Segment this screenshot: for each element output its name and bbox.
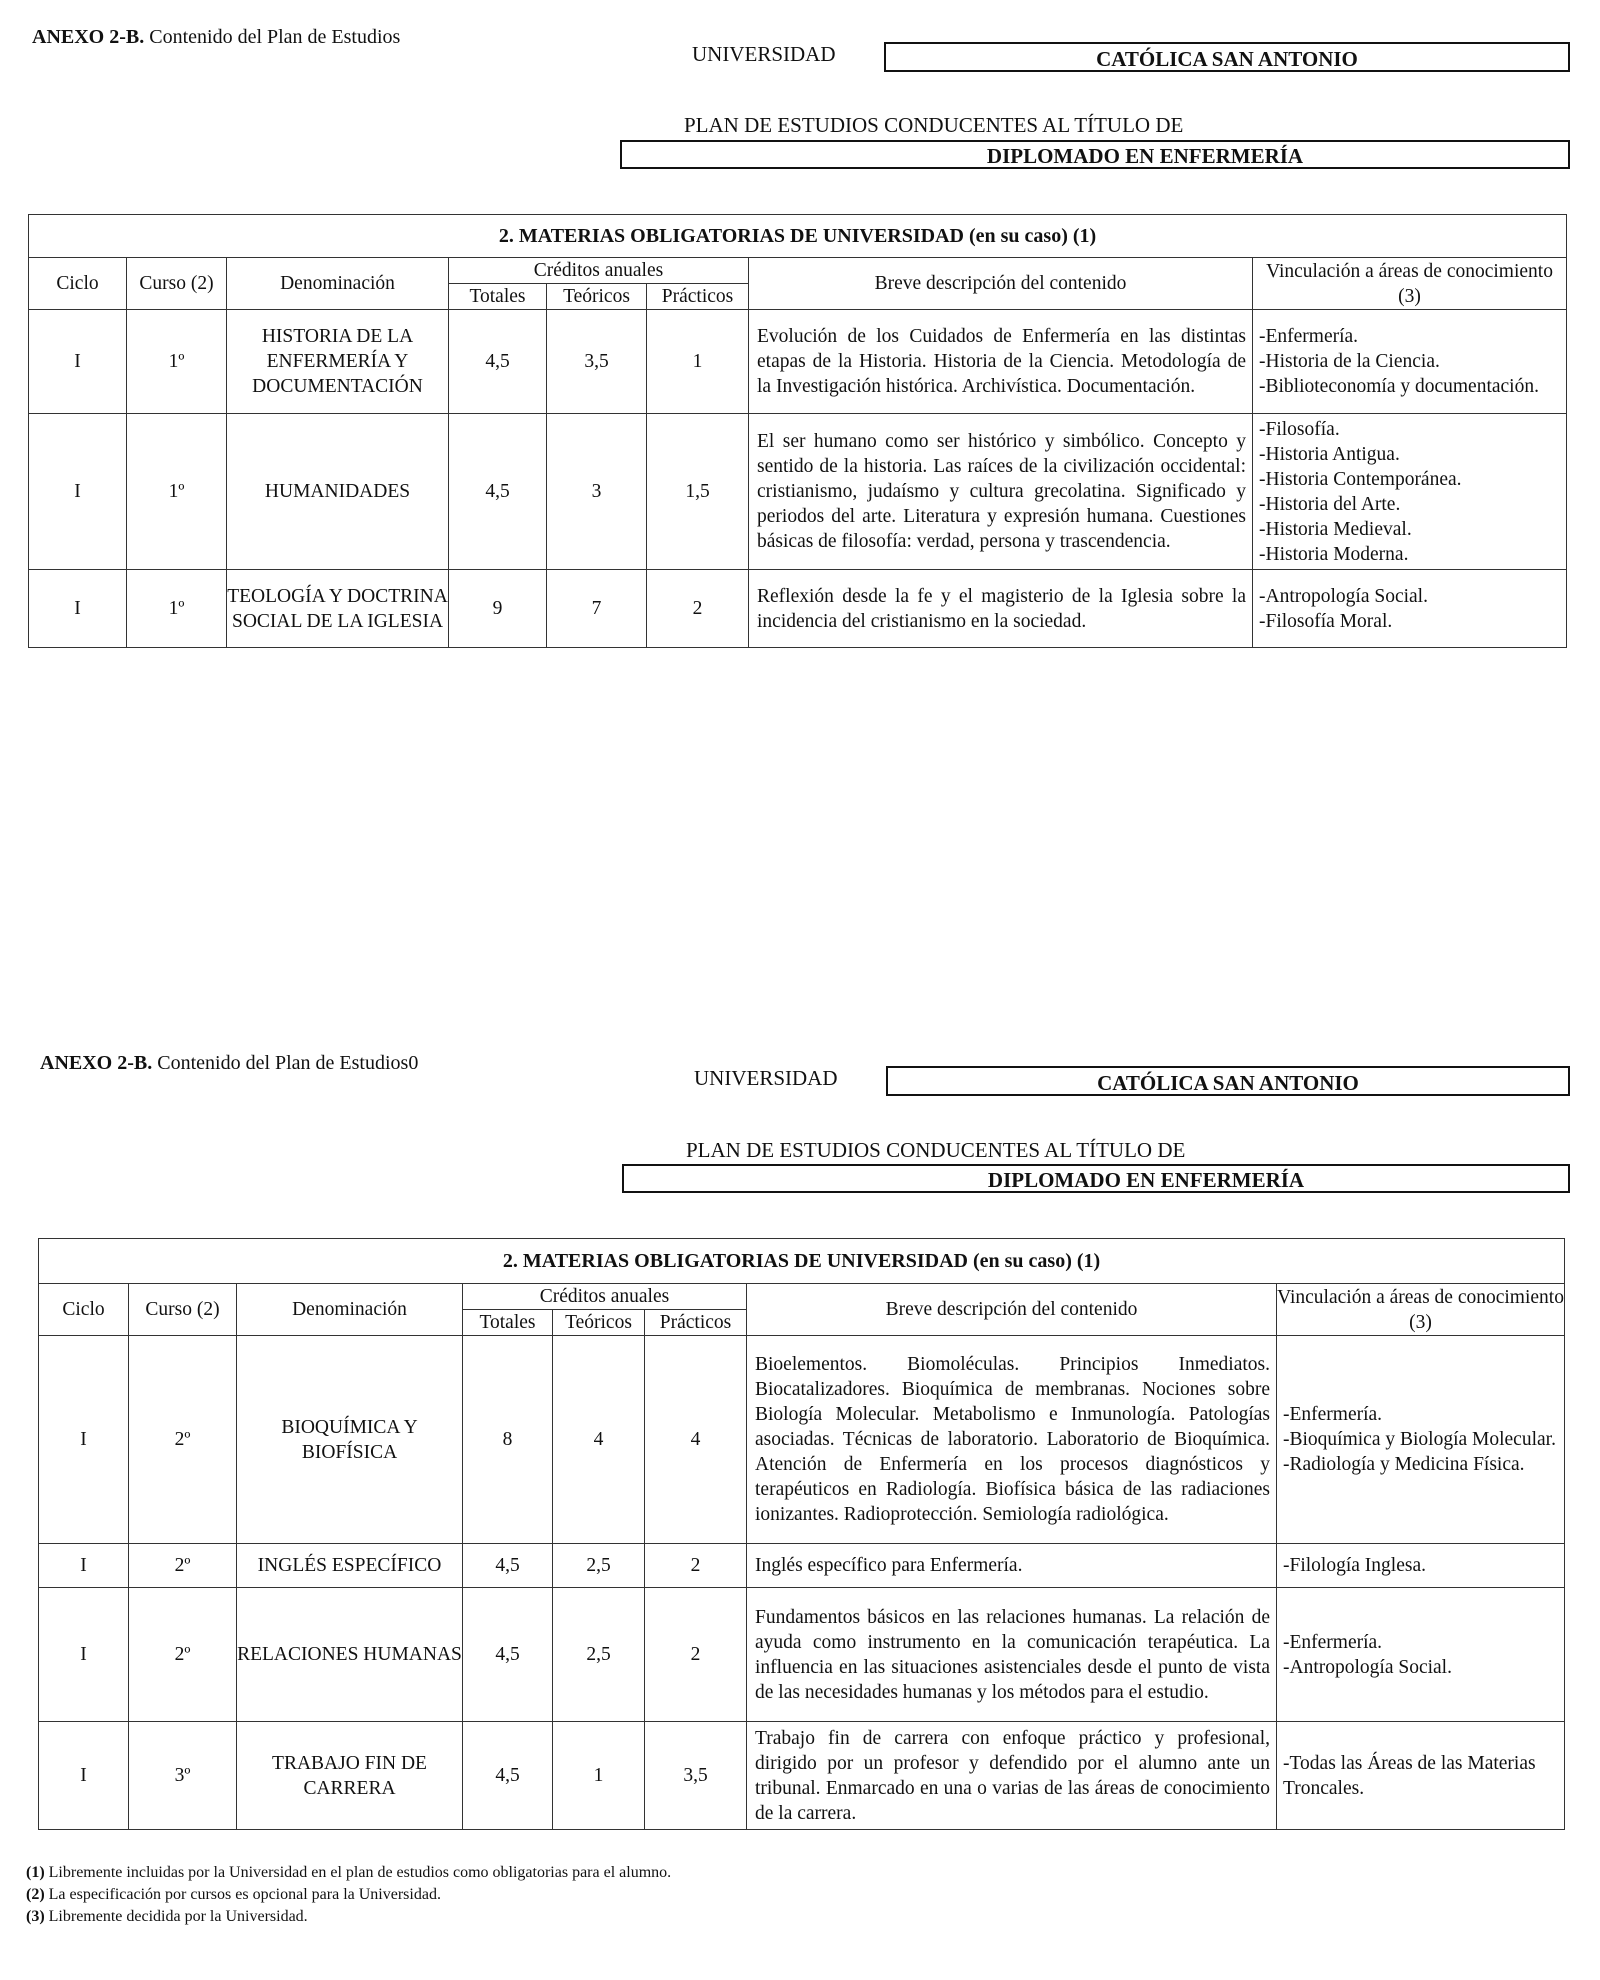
cell-denominacion: RELACIONES HUMANAS <box>237 1588 463 1722</box>
degree-box: DIPLOMADO EN ENFERMERÍA <box>620 140 1570 169</box>
university-name-box: CATÓLICA SAN ANTONIO <box>884 42 1570 72</box>
cell-ciclo: I <box>39 1722 129 1830</box>
cell-curso: 1º <box>127 414 227 570</box>
cell-descripcion: Trabajo fin de carrera con enfoque práctico y profesional, dirigido por un profesor y defendido por el alumno ante un tribunal. Enmarcado en una o varias de las áreas de conocimiento de la carrera. <box>747 1722 1277 1830</box>
cell-practicos: 2 <box>645 1544 747 1588</box>
cell-practicos: 2 <box>645 1588 747 1722</box>
cell-curso: 2º <box>129 1544 237 1588</box>
area-item: -Filosofía. <box>1259 418 1340 440</box>
cell-totales: 4,5 <box>463 1544 553 1588</box>
cell-practicos: 3,5 <box>645 1722 747 1830</box>
table-row <box>29 414 1567 570</box>
table-row <box>39 1588 1565 1722</box>
cell-descripcion: Bioelementos. Biomoléculas. Principios Inmediatos. Biocatalizadores. Bioquímica de membranas. Nociones sobre Biología Molecular. Metabolismo e Inmunología. Patologías asociadas. Técnicas de laboratorio. Laboratorio de Bioquímica. Atención de Enfermería en los procesos diagnósticos y terapéuticos en Radiología. Biofísica básica de las radiaciones ionizantes. Radioprotección. Semiología radiológica. <box>747 1336 1277 1544</box>
cell-curso: 2º <box>129 1588 237 1722</box>
cell-ciclo: I <box>39 1336 129 1544</box>
table-row <box>39 1722 1565 1830</box>
cell-denominacion: INGLÉS ESPECÍFICO <box>237 1544 463 1588</box>
header-ciclo: Ciclo <box>29 258 127 310</box>
table-title: 2. MATERIAS OBLIGATORIAS DE UNIVERSIDAD (en su caso) (1) <box>29 215 1567 258</box>
annex-heading: ANEXO 2-B. Contenido del Plan de Estudios <box>32 26 401 48</box>
cell-teoricos: 7 <box>547 570 647 648</box>
area-item: -Enfermería. <box>1283 1404 1383 1425</box>
cell-totales: 8 <box>463 1336 553 1544</box>
university-label: UNIVERSIDAD <box>692 42 836 66</box>
cell-denominacion: TEOLOGÍA Y DOCTRINA SOCIAL DE LA IGLESIA <box>227 570 449 648</box>
area-item: -Historia Antigua. <box>1259 443 1400 465</box>
materias-table <box>38 1238 1565 1830</box>
cell-teoricos: 2,5 <box>553 1544 645 1588</box>
area-item: -Historia del Arte. <box>1259 493 1401 515</box>
cell-ciclo: I <box>29 414 127 570</box>
cell-descripcion: Fundamentos básicos en las relaciones humanas. La relación de ayuda como instrumento en la comunicación terapéutica. La influencia en las situaciones asistenciales desde el punto de vista de las necesidades humanas y los métodos para el estudio. <box>747 1588 1277 1722</box>
header-creditos: Créditos anuales <box>463 1284 747 1310</box>
header-denominacion: Denominación <box>237 1284 463 1336</box>
cell-totales: 9 <box>449 570 547 648</box>
table-row <box>29 310 1567 414</box>
cell-teoricos: 4 <box>553 1336 645 1544</box>
area-item: -Antropología Social. <box>1283 1656 1452 1678</box>
cell-totales: 4,5 <box>463 1588 553 1722</box>
cell-ciclo: I <box>29 310 127 414</box>
plan-title: PLAN DE ESTUDIOS CONDUCENTES AL TÍTULO DE <box>686 1138 1186 1162</box>
area-item: -Radiología y Medicina Física. <box>1283 1454 1525 1475</box>
cell-denominacion: HISTORIA DE LA ENFERMERÍA Y DOCUMENTACIÓN <box>227 310 449 414</box>
area-item: -Filología Inglesa. <box>1283 1555 1426 1576</box>
header-curso: Curso (2) <box>127 258 227 310</box>
cell-descripcion: Inglés específico para Enfermería. <box>747 1544 1277 1588</box>
cell-practicos: 4 <box>645 1336 747 1544</box>
header-vinculacion: Vinculación a áreas de conocimiento (3) <box>1253 258 1567 310</box>
cell-areas <box>1277 1588 1565 1722</box>
cell-teoricos: 3,5 <box>547 310 647 414</box>
cell-teoricos: 3 <box>547 414 647 570</box>
header-curso: Curso (2) <box>129 1284 237 1336</box>
university-label: UNIVERSIDAD <box>694 1066 838 1090</box>
cell-totales: 4,5 <box>449 310 547 414</box>
cell-denominacion: HUMANIDADES <box>227 414 449 570</box>
cell-descripcion: El ser humano como ser histórico y simbólico. Concepto y sentido de la historia. Las raíces de la civilización occidental: cristianismo, judaísmo y cultura grecolatina. Significado y periodos del arte. Literatura y expresión humana. Cuestiones básicas de filosofía: verdad, persona y trascendencia. <box>749 414 1253 570</box>
cell-teoricos: 1 <box>553 1722 645 1830</box>
header-teoricos: Teóricos <box>547 284 647 310</box>
cell-totales: 4,5 <box>449 414 547 570</box>
cell-totales: 4,5 <box>463 1722 553 1830</box>
cell-areas <box>1253 570 1567 648</box>
plan-title: PLAN DE ESTUDIOS CONDUCENTES AL TÍTULO DE <box>684 113 1184 137</box>
cell-areas <box>1253 414 1567 570</box>
cell-curso: 2º <box>129 1336 237 1544</box>
area-item: -Historia Medieval. <box>1259 518 1412 540</box>
cell-curso: 1º <box>127 570 227 648</box>
cell-areas <box>1277 1544 1565 1588</box>
area-item: -Historia Contemporánea. <box>1259 468 1462 490</box>
header-vinculacion: Vinculación a áreas de conocimiento (3) <box>1277 1284 1565 1336</box>
cell-descripcion: Reflexión desde la fe y el magisterio de la Iglesia sobre la incidencia del cristianismo en la sociedad. <box>749 570 1253 648</box>
cell-areas <box>1277 1336 1565 1544</box>
cell-ciclo: I <box>39 1588 129 1722</box>
area-item: -Enfermería. <box>1259 326 1359 347</box>
footnote: (3) Libremente decidida por la Universidad. <box>26 1908 308 1925</box>
footnotes <box>26 1862 671 1928</box>
table-row <box>39 1336 1565 1544</box>
cell-practicos: 1 <box>647 310 749 414</box>
cell-teoricos: 2,5 <box>553 1588 645 1722</box>
university-name-box: CATÓLICA SAN ANTONIO <box>886 1066 1570 1096</box>
area-item: -Bioquímica y Biología Molecular. <box>1283 1429 1556 1450</box>
header-practicos: Prácticos <box>647 284 749 310</box>
area-item: -Biblioteconomía y documentación. <box>1259 376 1539 397</box>
header-ciclo: Ciclo <box>39 1284 129 1336</box>
cell-curso: 3º <box>129 1722 237 1830</box>
cell-areas <box>1277 1722 1565 1830</box>
area-item: -Filosofía Moral. <box>1259 610 1393 632</box>
cell-areas <box>1253 310 1567 414</box>
area-item: -Enfermería. <box>1283 1631 1383 1653</box>
cell-curso: 1º <box>127 310 227 414</box>
table-row <box>29 570 1567 648</box>
table-row <box>39 1544 1565 1588</box>
footnote: (2) La especificación por cursos es opcional para la Universidad. <box>26 1886 441 1903</box>
cell-practicos: 2 <box>647 570 749 648</box>
annex-heading: ANEXO 2-B. Contenido del Plan de Estudios0 <box>40 1052 419 1074</box>
header-practicos: Prácticos <box>645 1310 747 1336</box>
header-totales: Totales <box>449 284 547 310</box>
table-title: 2. MATERIAS OBLIGATORIAS DE UNIVERSIDAD (en su caso) (1) <box>39 1239 1565 1284</box>
cell-practicos: 1,5 <box>647 414 749 570</box>
area-item: -Historia Moderna. <box>1259 543 1409 565</box>
cell-denominacion: TRABAJO FIN DE CARRERA <box>237 1722 463 1830</box>
footnote: (1) Libremente incluidas por la Universidad en el plan de estudios como obligatorias para el alumno. <box>26 1864 672 1881</box>
header-teoricos: Teóricos <box>553 1310 645 1336</box>
header-creditos: Créditos anuales <box>449 258 749 284</box>
cell-ciclo: I <box>29 570 127 648</box>
area-item: -Historia de la Ciencia. <box>1259 351 1440 372</box>
materias-table <box>28 214 1567 648</box>
header-totales: Totales <box>463 1310 553 1336</box>
area-item: -Todas las Áreas de las Materias Troncales. <box>1283 1752 1536 1799</box>
area-item: -Antropología Social. <box>1259 585 1428 607</box>
cell-denominacion: BIOQUÍMICA Y BIOFÍSICA <box>237 1336 463 1544</box>
cell-ciclo: I <box>39 1544 129 1588</box>
cell-descripcion: Evolución de los Cuidados de Enfermería en las distintas etapas de la Historia. Historia de la Ciencia. Metodología de la Investigación histórica. Archivística. Documentación. <box>749 310 1253 414</box>
header-denominacion: Denominación <box>227 258 449 310</box>
degree-box: DIPLOMADO EN ENFERMERÍA <box>622 1164 1570 1193</box>
header-descripcion: Breve descripción del contenido <box>749 258 1253 310</box>
header-descripcion: Breve descripción del contenido <box>747 1284 1277 1336</box>
